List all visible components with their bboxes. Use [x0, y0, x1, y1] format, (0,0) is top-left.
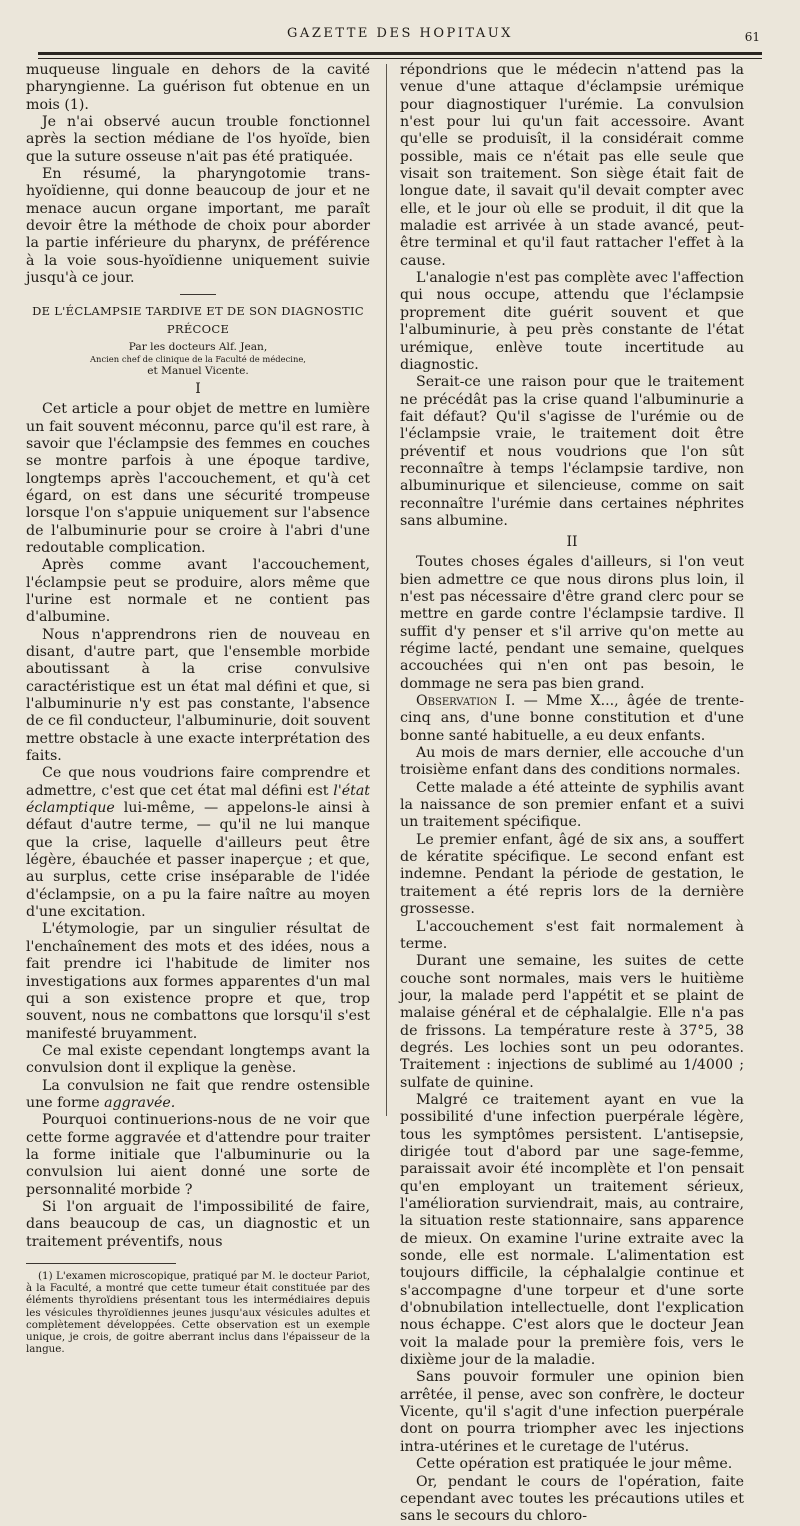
paragraph: Ce mal existe cependant longtemps avant la convulsion dont il explique la genèse. [26, 1042, 370, 1077]
running-title: GAZETTE DES HOPITAUX [287, 26, 513, 41]
paragraph: L'étymologie, par un singulier résultat de l'enchaînement des mots et des idées, nous a fait prendre ici l'habitude de limiter nos investigations aux formes apparentes d'un mal qui a son existence propre et que, trop souvent, nous ne combattons que lorsqu'il s'est manifesté bruyamment. [26, 921, 370, 1042]
footnote: (1) L'examen microscopique, pratiqué par M. le docteur Pariot, à la Faculté, a montré que cette tumeur était constituée par des éléments thyroïdiens présentant tous les intermédiaires depuis les vésicules thyroïdiennes jeunes jusqu'aux vésicules adultes et complètement développées. Cette observation est un exemple unique, je crois, de goitre aberrant inclus dans l'épaisseur de la langue. [26, 1270, 370, 1356]
column-divider [386, 64, 387, 1116]
paragraph: Cet article a pour objet de mettre en lumière un fait souvent méconnu, parce qu'il est rare, à savoir que l'éclampsie des femmes en couches se montre parfois à une époque tardive, longtemps après l'accouchement, et qu'à cet égard, on est dans une sécurité trompeuse lorsque l'on s'appuie uniquement sur l'absence de l'albuminurie pour se croire à l'abri d'une redoutable complication. [26, 401, 370, 556]
byline-coauthor: et Manuel Vicente. [147, 364, 249, 377]
paragraph: Si l'on arguait de l'impossibilité de faire, dans beaucoup de cas, un diagnostic et un traitement préventifs, nous [26, 1198, 370, 1250]
paragraph [26, 765, 370, 921]
paragraph [26, 1078, 370, 1113]
section-number: I [195, 381, 201, 398]
observation-paragraph [400, 693, 744, 745]
paragraph: muqueuse linguale en dehors de la cavité pharyngienne. La guérison fut obtenue en un mois (1). [26, 62, 370, 113]
observation-label: Observation I. [416, 693, 516, 710]
paragraph: Or, pendant le cours de l'opération, faite cependant avec toutes les précautions utiles et sans le secours du chloro- [400, 1473, 744, 1525]
paragraph: Nous n'apprendrons rien de nouveau en disant, d'autre part, que l'ensemble morbide aboutissant à la crise convulsive caractéristique est un état mal défini et que, si l'albuminurie n'y est pas constante, l'absence de ce fil conducteur, l'albuminurie, doit souvent mettre obstacle à une exacte interprétation des faits. [26, 626, 370, 765]
paragraph: Sans pouvoir formuler une opinion bien arrêtée, il pense, avec son confrère, le docteur Vicente, qu'il s'agit d'une infection puerpérale dont on pourra triompher avec les injections intra-utérines et le curetage de l'utérus. [400, 1369, 744, 1455]
paragraph: répondrions que le médecin n'attend pas la venue d'une attaque d'éclampsie urémique pour diagnostiquer l'urémie. La convulsion n'est pour lui qu'un fait accessoire. Avant qu'elle se produisît, il la considérait comme possible, mais ce n'était pas elle seule que visait son traitement. Son siège était fait de longue date, il savait qu'il devait compter avec elle, et le jour où elle se produit, il dit que la maladie est arrivée à un stade avancé, peut-être terminal et qu'il faut rattacher l'effet à la cause. [400, 62, 744, 269]
right-column [400, 62, 744, 1526]
paragraph: Pourquoi continuerions-nous de ne voir que cette forme aggravée et d'attendre pour traiter la forme initiale que l'albuminurie ou la convulsion lui aient donné une sorte de personnalité morbide ? [26, 1112, 370, 1198]
text-run: lui-même, — appelons-le ainsi à défaut d'autre terme, — qu'il ne lui manque que la crise, laquelle d'ailleurs peut être légère, ébauchée et passer inaperçue ; et que, au surplus, cette crise inséparable de l'idée d'éclampsie, on a pu la faire naître au moyen d'une excitation. [26, 800, 370, 921]
paragraph: Toutes choses égales d'ailleurs, si l'on veut bien admettre ce que nous dirons plus loin, il n'est pas nécessaire d'être grand clerc pour se mettre en garde contre l'éclampsie tardive. Il suffit d'y penser et s'il arrive qu'on mette au régime lacté, pendant une semaine, quelques accouchées qui n'en ont pas besoin, le dommage ne sera pas bien grand. [400, 554, 744, 692]
text-run: — Mme X..., âgée de trente-cinq ans, d'une bonne constitution et d'une bonne santé habituelle, a eu deux enfants. [400, 693, 744, 744]
paragraph: Durant une semaine, les suites de cette couche sont normales, mais vers le huitième jour, la malade perd l'appétit et se plaint de malaise général et de céphalalgie. Elle n'a pas de frissons. La température reste à 37°5, 38 degrés. Les lochies sont un peu odorantes. Traitement : injections de sublimé au 1/4000 ; sulfate de quinine. [400, 953, 744, 1091]
left-column [26, 62, 370, 1355]
paragraph: Cette opération est pratiquée le jour même. [416, 1456, 733, 1473]
paragraph: L'accouchement s'est fait normalement à terme. [400, 918, 744, 952]
text-run: Ce que nous voudrions faire comprendre et admettre, c'est que cet état mal défini est [26, 765, 370, 799]
footnote-divider [26, 1263, 176, 1264]
byline-affiliation: Ancien chef de clinique de la Faculté de médecine, [90, 353, 306, 364]
page-number: 61 [744, 30, 760, 44]
header-rule-thin [38, 58, 762, 59]
paragraph: Serait-ce une raison pour que le traitement ne précédât pas la crise quand l'albuminurie a fait défaut? Qu'il s'agisse de l'urémie ou de l'éclampsie vraie, le traitement doit être préventif et nous voudrions que l'on sût reconnaître à temps l'éclampsie tardive, non albuminurique et silencieuse, comme on sait reconnaître l'urémie dans certaines néphrites sans albumine. [400, 374, 744, 529]
section-number: II [566, 534, 578, 551]
text-run: La convulsion ne fait que rendre ostensible une forme [26, 1077, 370, 1111]
paragraph: Je n'ai observé aucun trouble fonctionnel après la section médiane de l'os hyoïde, bien que la suture osseuse n'ait pas été pratiquée. [26, 114, 370, 165]
paragraph: Au mois de mars dernier, elle accouche d'un troisième enfant dans des conditions normales. [400, 745, 744, 779]
section-divider [180, 294, 216, 295]
paragraph: En résumé, la pharyngotomie trans-hyoïdienne, qui donne beaucoup de jour et ne menace aucun organe important, me paraît devoir être la méthode de choix pour aborder la partie inférieure du pharynx, de préférence à la voie sous-hyoïdienne uniquement suivie jusqu'à ce jour. [26, 166, 370, 287]
byline: Par les docteurs Alf. Jean, [128, 341, 268, 354]
paragraph: Cette malade a été atteinte de syphilis avant la naissance de son premier enfant et a suivi un traitement spécifique. [400, 779, 744, 831]
paragraph: Le premier enfant, âgé de six ans, a souffert de kératite spécifique. Le second enfant est indemne. Pendant la période de gestation, le traitement a été repris lors de la dernière grossesse. [400, 831, 744, 918]
italic-term: aggravée. [104, 1094, 176, 1111]
paragraph: Après comme avant l'accouchement, l'éclampsie peut se produire, alors même que l'urine est normale et ne contient pas d'albumine. [26, 557, 370, 626]
article-title: DE L'ÉCLAMPSIE TARDIVE ET DE SON DIAGNOSTIC PRÉCOCE [32, 304, 364, 336]
paragraph: L'analogie n'est pas complète avec l'affection qui nous occupe, attendu que l'éclampsie proprement dite guérit souvent et que l'albuminurie, à peu près constante de l'état urémique, enlève toute incertitude au diagnostic. [400, 270, 744, 373]
paragraph: Malgré ce traitement ayant en vue la possibilité d'une infection puerpérale légère, tous les symptômes persistent. L'antisepsie, dirigée tout d'abord par une sage-femme, paraissait avoir été incomplète et l'on pensait qu'en employant un traitement sérieux, l'amélioration surviendrait, mais, au contraire, la situation reste stationnaire, sans apparence de mieux. On examine l'urine extraite avec la sonde, elle est normale. L'alimentation est toujours difficile, la céphalalgie continue et s'accompagne d'une torpeur et d'une sorte d'obnubilation intellectuelle, dont l'explication nous échappe. C'est alors que le docteur Jean voit la malade pour la première fois, vers le dixième jour de la maladie. [400, 1091, 744, 1369]
italic-term: l'état éclamptique [26, 782, 370, 817]
header-rule-thick [38, 52, 762, 55]
